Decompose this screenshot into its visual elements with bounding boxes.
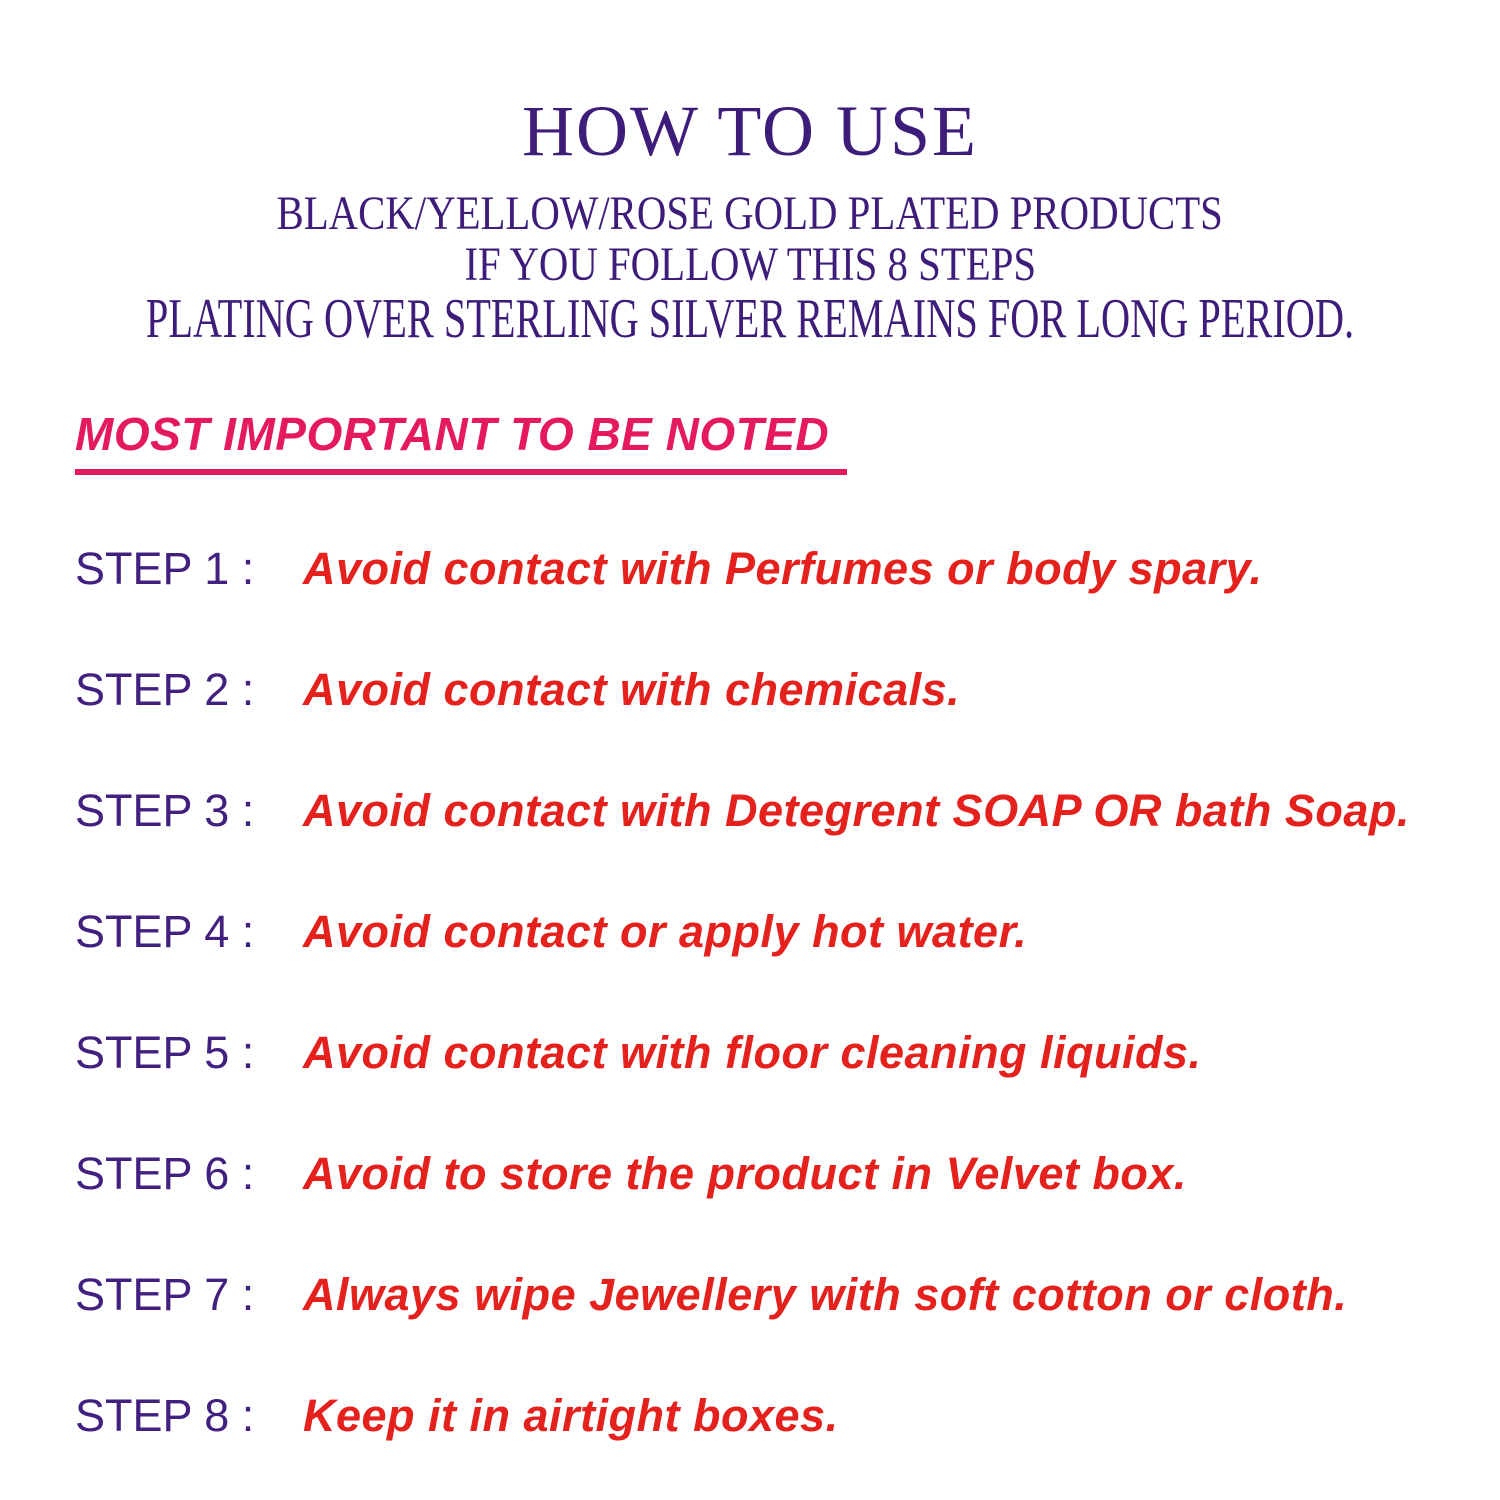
step-label: STEP 5 : <box>75 1026 255 1078</box>
step-text: Keep it in airtight boxes. <box>303 1389 839 1441</box>
step-label: STEP 6 : <box>75 1147 255 1199</box>
subtitle-block <box>0 189 1500 349</box>
step-text: Always wipe Jewellery with soft cotton or cloth. <box>303 1268 1348 1320</box>
step-label: STEP 3 : <box>75 784 255 836</box>
step-text: Avoid contact with Perfumes or body spary. <box>303 542 1263 594</box>
step-label: STEP 7 : <box>75 1268 255 1320</box>
step-text: Avoid contact with floor cleaning liquids. <box>303 1026 1202 1078</box>
step-row <box>75 1027 1500 1079</box>
header <box>0 0 1500 349</box>
step-row <box>75 1390 1500 1442</box>
step-label: STEP 1 : <box>75 542 255 594</box>
subtitle-line: BLACK/YELLOW/ROSE GOLD PLATED PRODUCTS <box>276 187 1224 241</box>
steps-list <box>75 543 1500 1442</box>
step-row <box>75 785 1500 837</box>
step-label: STEP 4 : <box>75 905 255 957</box>
step-text: Avoid to store the product in Velvet box. <box>303 1147 1187 1199</box>
page-title: HOW TO USE <box>521 91 979 171</box>
subtitle-line: IF YOU FOLLOW THIS 8 STEPS <box>464 237 1036 291</box>
step-row <box>75 906 1500 958</box>
step-row <box>75 1269 1500 1321</box>
notice-heading: MOST IMPORTANT TO BE NOTED <box>75 407 847 475</box>
step-text: Avoid contact with Detegrent SOAP OR bath Soap. <box>303 784 1410 836</box>
step-label: STEP 8 : <box>75 1389 255 1441</box>
step-row <box>75 543 1500 595</box>
step-row <box>75 664 1500 716</box>
step-row <box>75 1148 1500 1200</box>
step-label: STEP 2 : <box>75 663 255 715</box>
step-text: Avoid contact with chemicals. <box>303 663 961 715</box>
notice-wrap <box>75 407 1500 475</box>
step-text: Avoid contact or apply hot water. <box>303 905 1028 957</box>
subtitle-line: PLATING OVER STERLING SILVER REMAINS FOR LONG PERIOD. <box>145 287 1355 350</box>
